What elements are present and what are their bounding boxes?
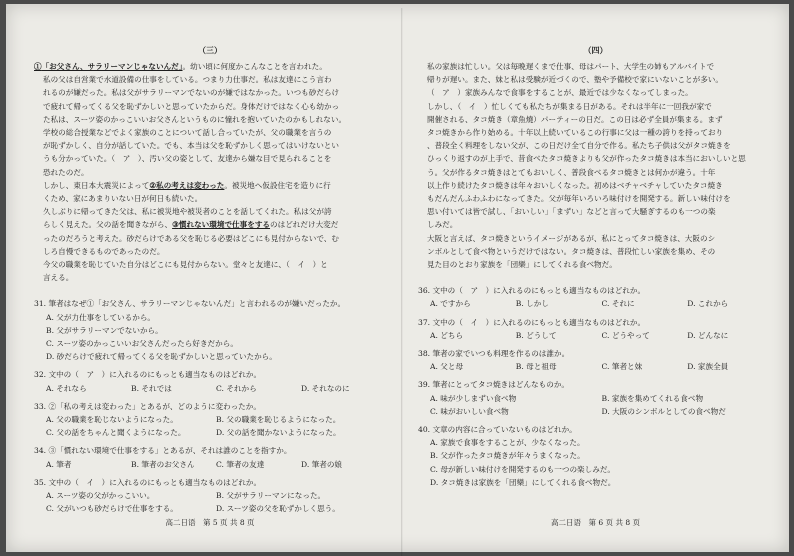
answer-option: B. 父が作ったタコ焼きが年々うまくなった。 (430, 451, 585, 461)
passage-line (34, 113, 386, 126)
question (34, 368, 386, 394)
passage-text: のはどれだけ大変だ (270, 220, 339, 230)
answer-option: A. ですから (430, 299, 471, 309)
passage-line: 、普段全く料理をしない父が、この日だけ全て自分で作る。私たち子供は父がタコ焼きを (427, 141, 731, 151)
passage-text: うも分かっていた。（ ア ）、汚い父の姿として、友達から嫌な目で見られることを (43, 154, 332, 164)
passage-text: くため、家にあまりいない日が何日も続いた。 (43, 194, 203, 204)
exam-sheet (6, 4, 789, 552)
answer-option: D. これから (687, 299, 729, 309)
answer-option: D. 父の話を聞かないようになった。 (216, 428, 341, 438)
answer-option: D. 砂だらけで疲れて帰ってくる父を恥ずかしいと思っていたから。 (46, 352, 277, 362)
question (418, 423, 773, 489)
passage-line (34, 60, 386, 73)
answer-option: D. それなのに (301, 383, 350, 393)
answer-option: C. それから (216, 383, 257, 393)
passage-text: らしく見えた。父の話を聞きながら、 (43, 220, 173, 230)
answer-option: A. 筆者 (46, 459, 72, 469)
passage-line: （ ア ）家族みんなで食事をすることが、最近では少なくなってしまった。 (427, 88, 693, 98)
answer-option: C. どうやって (601, 330, 650, 340)
answer-option: A. スーツ姿の父がかっこいい。 (46, 491, 155, 501)
answer-options (34, 311, 386, 364)
question (418, 378, 773, 418)
circled-number: ③ (172, 220, 179, 230)
passage-text: が恥ずかしく、自分が話していた。でも、本当は父を恥ずかしく思ってはいけないとい (43, 141, 339, 151)
question-stem: 38. 筆者の家でいつも料理を作るのは誰か。 (418, 349, 570, 359)
answer-option: B. どうして (515, 330, 557, 340)
question (418, 347, 773, 373)
answer-option: C. スーツ姿のかっこいいお父さんだったら好きだから。 (46, 339, 238, 349)
answer-option: A. 父が力仕事をしているから。 (46, 312, 156, 322)
answer-option: A. それなら (46, 383, 87, 393)
page-fold (401, 8, 403, 556)
passage-line: ひっくり返すのが上手で、昔食べたタコ焼きよりも父が作ったタコ焼きは本当においしいと思 (427, 154, 746, 164)
passage-line (34, 152, 386, 165)
answer-options (34, 458, 386, 471)
question-list (34, 297, 386, 515)
underlined-phrase: 慣れない環境で仕事をする (178, 220, 271, 230)
passage-line (34, 232, 386, 245)
question-stem: 37. 文中の（ イ ）に入れるのにもっとも適当なものはどれか。 (418, 317, 646, 327)
answer-options (34, 489, 386, 515)
page-footer: 高二日语 第 5 页 共 8 页 (165, 518, 255, 527)
passage-line (34, 100, 386, 113)
answer-options (418, 360, 773, 373)
passage-text: 久しぶりに帰ってきた父は、私に被災地や被災者のことを話してくれた。私は父が誇 (43, 207, 332, 217)
answer-options (34, 413, 386, 439)
passage-line (34, 73, 386, 86)
question-stem: 40. 文章の内容に合っていないものはどれか。 (418, 425, 577, 435)
passage-line: 以上作り続けたタコ焼きは年々おいしくなった。初めはベチャベチャしていたタコ焼き (427, 180, 723, 190)
answer-option: D. スーツ姿の父を恥ずかしく思う。 (216, 504, 340, 514)
answer-options (418, 436, 773, 489)
answer-option: A. 家族で食事をすることが、少なくなった。 (430, 438, 585, 448)
passage-text: 私の父は自営業で水道設備の仕事をしている。つまり力仕事だ。私は友達にこう言わ (43, 75, 332, 85)
answer-option: C. 筆者と妹 (601, 362, 643, 372)
passage-line: もだんだんふわふわになってきた。父が毎年いろいろ味付けを開発する。新しい味付けを (427, 194, 731, 204)
passage-line: タコ焼きから作り始める。十年以上続いているこの行事に父は一種の誇りを持っており (427, 128, 724, 138)
question-stem: 36. 文中の（ ア ）に入れるのにもっとも適当なものはどれか。 (418, 286, 646, 296)
passage-line: しみだ。 (427, 220, 458, 230)
passage-line: 私の家族は忙しい。父は毎晩遅くまで仕事、母はパート、大学生の姉もアルバイトで (427, 62, 715, 71)
answer-option: B. 家族を集めてくれる食べ物 (601, 393, 704, 403)
answer-option: A. 父の職業を恥じないようになった。 (46, 415, 178, 425)
question-stem: 34. ③「慣れない環境で仕事をする」とあるが、それは誰のことを指すか。 (34, 446, 292, 456)
question (34, 476, 386, 516)
passage-text: 今父の職業を恥じていた自分はどこにも見付からない。堂々と友達に、（ イ ）と (43, 260, 328, 270)
answer-option: B. 父の職業を恥じるようになった。 (216, 415, 341, 425)
passage-line (34, 192, 386, 205)
passage-line (34, 218, 386, 231)
passage-line: 帰りが遅い。また、妹と私は受験が近づくので、塾や予備校で家にいないことが多い。 (427, 75, 723, 85)
answer-option: D. 大阪のシンボルとしての食べ物だ (601, 406, 726, 416)
answer-options (418, 392, 773, 418)
passage-text: れるのが嫌だった。私は父がサラリーマンでないのが嫌ではなかった。いつも砂だらけ (43, 88, 340, 98)
answer-option: C. 母が新しい味付けを開発するのも一つの楽しみだ。 (430, 464, 616, 474)
answer-option: C. 筆者の友達 (216, 459, 265, 469)
question (34, 297, 386, 363)
passage-text: 。被災地へ仮設住宅を造りに行 (224, 180, 331, 190)
answer-option: A. 父と母 (430, 362, 464, 372)
section-title: （三） (198, 45, 222, 55)
answer-option: B. 父がサラリーマンになった。 (216, 491, 326, 501)
question (34, 444, 386, 470)
question (34, 400, 386, 440)
answer-option: B. それでは (131, 383, 172, 393)
underlined-phrase: 「お父さん、サラリーマンじゃないんだ」 (41, 62, 183, 71)
passage-text: 学校の総合授業などでよく家族のことについて話し合っていたが、父の職業を言うの (43, 128, 332, 138)
question-stem: 32. 文中の（ ア ）に入れるのにもっとも適当なものはどれか。 (34, 370, 262, 380)
passage-line: う。父が作るタコ焼きはとてもおいしく、普段食べるタコ焼きとは何かが違う。十年 (427, 167, 716, 177)
underlined-phrase: 私の考えは変わった (156, 180, 225, 190)
answer-options (34, 382, 386, 395)
answer-option: B. 母と祖母 (515, 362, 557, 372)
passage (418, 60, 773, 271)
question-stem: 39. 筆者にとってタコ焼きはどんなものか。 (418, 380, 570, 390)
passage-line (34, 179, 386, 192)
passage-text: 。幼い頃に何度かこんなことを言われた。 (182, 62, 327, 71)
question (418, 316, 773, 342)
answer-option: A. 味が少しまずい食べ物 (430, 393, 517, 403)
passage-line (34, 245, 386, 258)
question (418, 284, 773, 310)
answer-option: D. タコ焼きは家族を「団欒」にしてくれる食べ物だ。 (430, 477, 616, 487)
passage-line (34, 258, 386, 271)
passage (34, 60, 386, 284)
left-page (34, 4, 386, 527)
passage-line (34, 271, 386, 284)
circled-number: ① (34, 62, 42, 71)
passage-line (34, 139, 386, 152)
answer-options (418, 297, 773, 310)
question-stem: 31. 筆者はなぜ①「お父さん、サラリーマンじゃないんだ」と言われるのが嫌いだったか。 (34, 299, 346, 309)
answer-option: D. どんなに (687, 330, 729, 340)
answer-option: A. どちら (430, 330, 464, 340)
passage-text: で疲れて帰ってくる父を恥ずかしいと思っていたからだ。身体だけではなく心も幼かっ (43, 101, 340, 111)
passage-line: 見た目のとおり家族を「団欒」にしてくれる食べ物だ。 (427, 260, 617, 270)
answer-option: C. 父がいつも砂だらけで仕事をする。 (46, 504, 178, 514)
passage-line: 開催される、タコ焼き（章魚燒）パーティーの日だ。この日は必ず全員が集まる。まず (427, 114, 723, 124)
passage-line (34, 86, 386, 99)
right-page (418, 4, 773, 527)
passage-text: た私は、スーツ姿のかっこいいお父さんというものに憧れを抱いていたのかもしれない。 (43, 114, 347, 124)
passage-line: しかし、（ イ ）忙しくても私たちが集まる日がある。それは半年に一回我が家で (427, 101, 712, 111)
passage-line: 思い付いては皆で試し、「おいしい」「まずい」などと言って大騒ぎするのも一つの楽 (427, 207, 716, 217)
question-list (418, 284, 773, 489)
question-stem: 35. 文中の（ イ ）に入れるのにもっとも適当なものはどれか。 (34, 477, 262, 487)
question-stem: 33. ②「私の考えは変わった」とあるが、どのように変わったか。 (34, 401, 261, 411)
page-footer: 高二日语 第 6 页 共 8 页 (551, 518, 640, 527)
passage-line: 大阪と言えば、タコ焼きというイメージがあるが、私にとってタコ焼きは、大阪のシ (427, 233, 716, 243)
answer-option: C. それに (601, 299, 635, 309)
answer-option: B. 父がサラリーマンでないから。 (46, 325, 163, 335)
answer-option: B. しかし (515, 299, 549, 309)
answer-option: C. 父の話をちゃんと聞くようになった。 (46, 428, 186, 438)
section-title: （四） (583, 45, 608, 55)
passage-text: ったのだろうと考えた。砂だらけである父を恥じる必要はどこにも見付からないで、む (43, 233, 339, 243)
answer-option: D. 家族全員 (687, 362, 729, 372)
passage-line (34, 166, 386, 179)
passage-text: 言える。 (43, 273, 74, 283)
passage-text: 恐れたのだ。 (43, 167, 89, 177)
circled-number: ② (149, 180, 157, 190)
answer-option: C. 味がおいしい食べ物 (430, 406, 509, 416)
passage-line (34, 205, 386, 218)
answer-options (418, 329, 773, 342)
passage-line (34, 126, 386, 139)
passage-text: しろ自慢できるものであったのだ。 (43, 246, 165, 256)
answer-option: B. 筆者のお父さん (131, 459, 195, 469)
passage-line: ンボルとして食べ物というだけではない。タコ焼きは、普段忙しい家族を集め、その (427, 246, 716, 256)
answer-option: D. 筆者の娘 (301, 459, 343, 469)
passage-text: しかし、東日本大震災によって (43, 180, 150, 190)
